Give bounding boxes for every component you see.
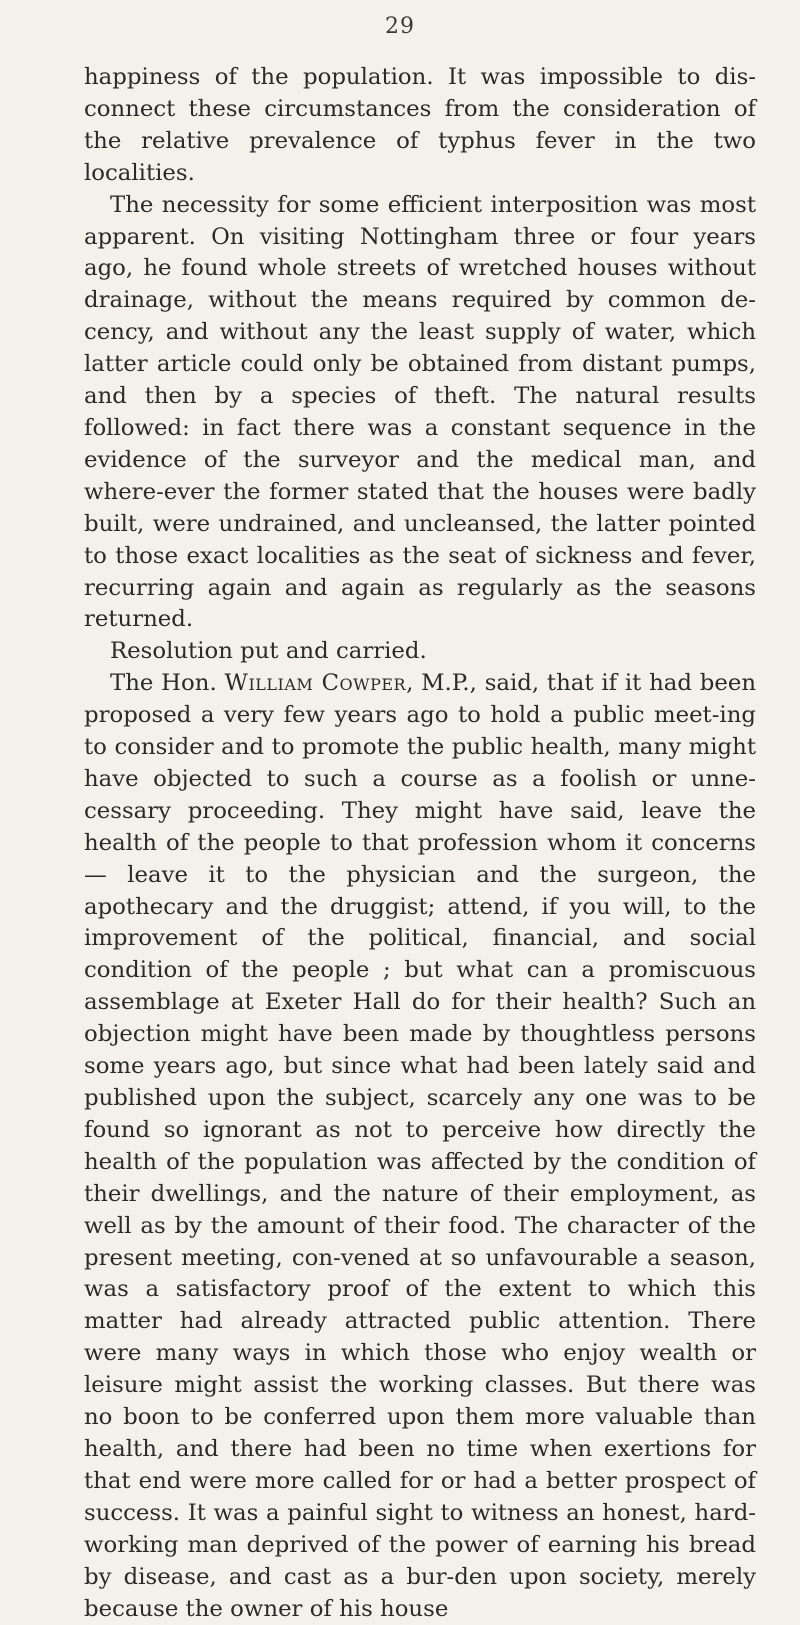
body-text bbox=[84, 62, 756, 1625]
speech-text: , M.P., said, that if it had been proposed a very few years ago to hold a public meet-ing to consider and to promote the public health, many might have objected to such a course as a foolish or unne-cessary proceeding. They might have said, leave the health of the people to that profession whom it concerns— leave it to the physician and the surgeon, the apothecary and the druggist; attend, if you will, to the improvement of the political, financial, and social condition of the people ; but what can a promiscuous assemblage at Exeter Hall do for their health? Such an objection might have been made by thoughtless persons some years ago, but since what had been lately said and published upon the subject, scarcely any one was to be found so ignorant as not to perceive how directly the health of the population was affected by the condition of their dwellings, and the nature of their employment, as well as by the amount of their food. The character of the present meeting, con-vened at so unfavourable a season, was a satisfactory proof of the extent to which this matter had already attracted public attention. There were many ways in which those who enjoy wealth or leisure might assist the working classes. But there was no boon to be conferred upon them more valuable than health, and there had been no time when exertions for that end were more called for or had a better prospect of success. It was a painful sight to witness an honest, hard-working man deprived of the power of earning his bread by disease, and cast as a bur-den upon society, merely because the owner of his house bbox=[84, 670, 757, 1622]
paragraph-resolution: Resolution put and carried. bbox=[110, 638, 427, 665]
speaker-name: William Cowper bbox=[224, 670, 407, 697]
paragraph-1: happiness of the population. It was impossible to dis-connect these circumstances from the consideration of the relative prevalence of typhus fever in the two localities. bbox=[84, 64, 756, 186]
speaker-prefix: The Hon. bbox=[110, 670, 225, 697]
paragraph-cowper-speech bbox=[84, 668, 756, 1625]
paragraph-2: The necessity for some efficient interposition was most apparent. On visiting Nottingham three or four years ago, he found whole streets of wretched houses without drainage, without the means required by common de-cency, and without any the least supply of water, which latter article could only be obtained from distant pumps, and then by a species of theft. The natural results followed: in fact there was a constant sequence in the evidence of the surveyor and the medical man, and where-ever the former stated that the houses were badly built, were undrained, and uncleansed, the latter pointed to those exact localities as the seat of sickness and fever, recurring again and again as regularly as the seasons returned. bbox=[84, 191, 756, 633]
page-number: 29 bbox=[385, 14, 415, 39]
